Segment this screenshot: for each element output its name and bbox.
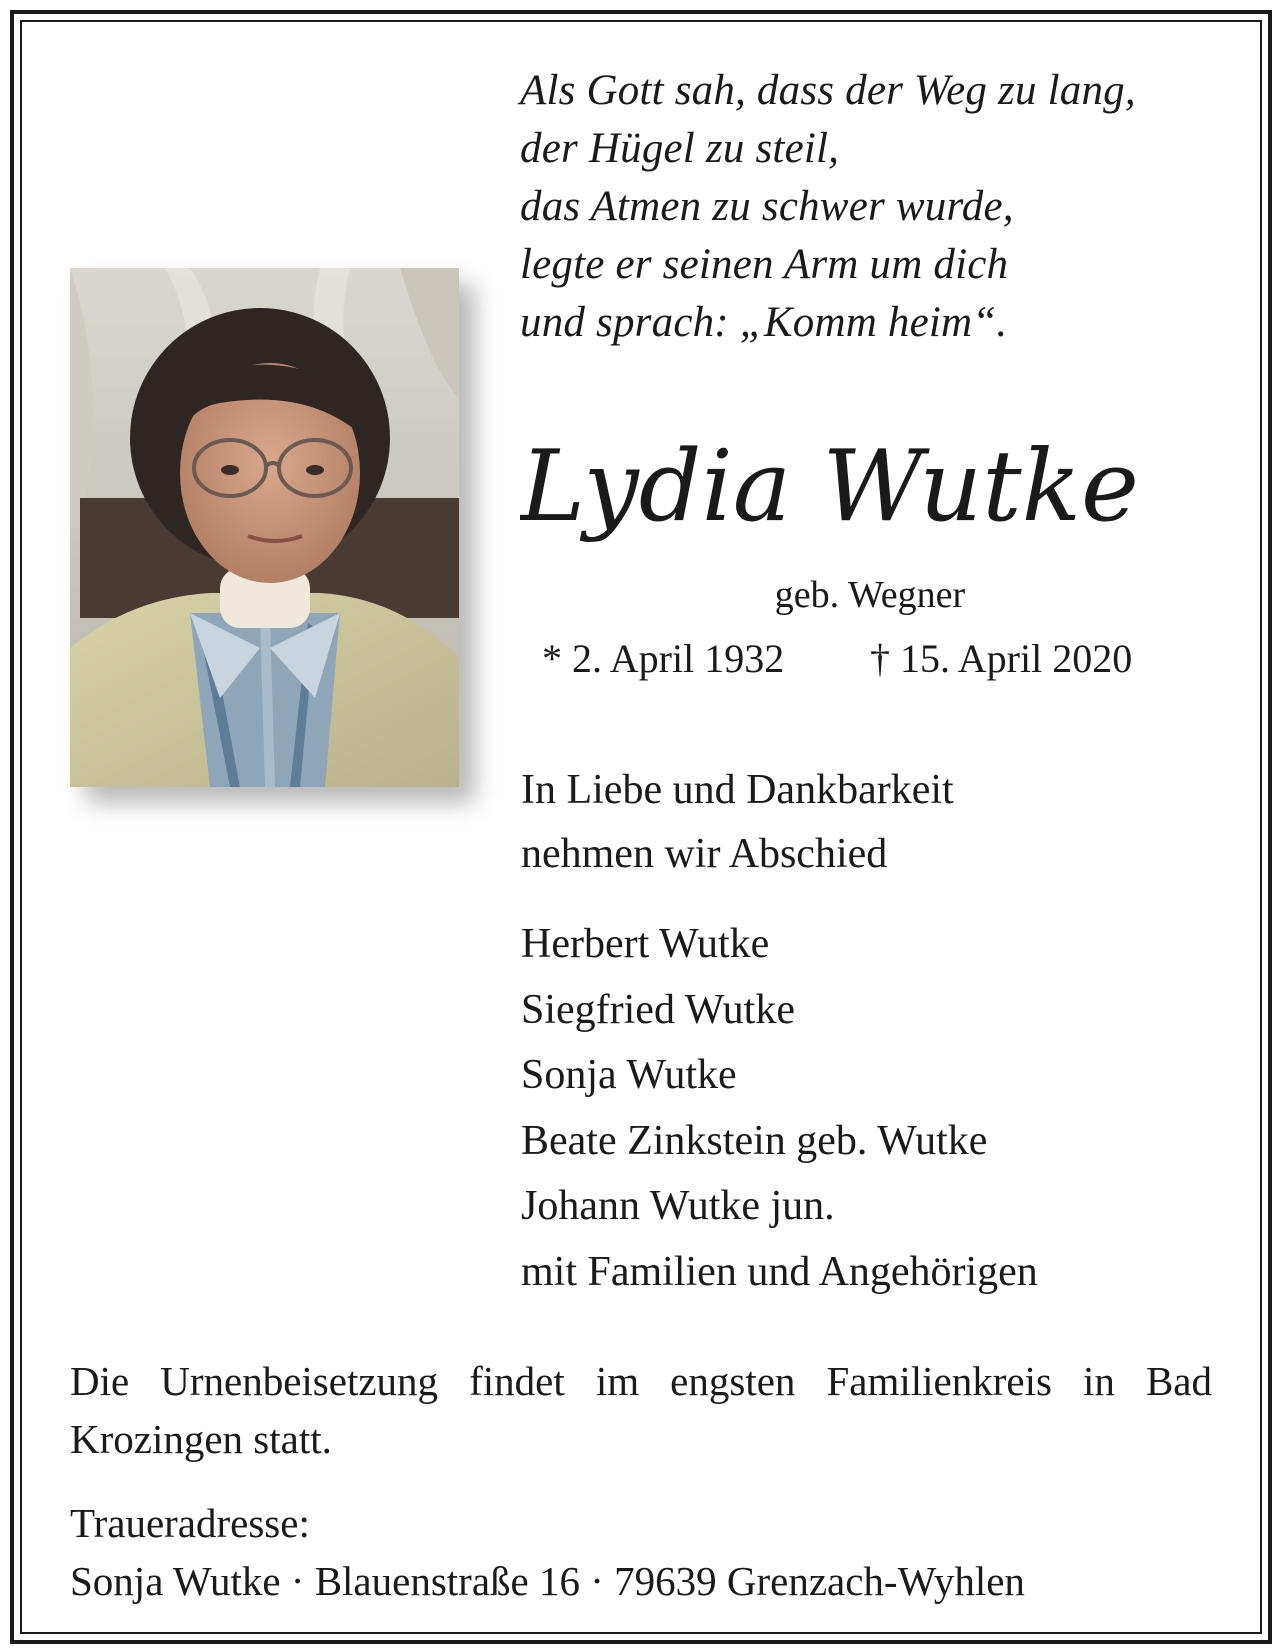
mourner: mit Familien und Angehörigen	[521, 1248, 1038, 1295]
birth-date: * 2. April 1932	[542, 636, 785, 681]
poem-line: legte er seinen Arm um dich	[520, 241, 1009, 288]
mourner: Beate Zinkstein geb. Wutke	[521, 1117, 988, 1164]
poem	[520, 62, 1220, 352]
portrait-photo	[70, 268, 459, 787]
mourning-address: Sonja Wutke · Blauenstraße 16 · 79639 Grenzach-Wyhlen	[70, 1558, 1025, 1604]
death-date: † 15. April 2020	[870, 636, 1133, 681]
address-label: Traueradresse:	[70, 1500, 310, 1546]
poem-line: das Atmen zu schwer wurde,	[520, 183, 1014, 230]
poem-line: und sprach: „Komm heim“.	[520, 299, 1008, 346]
farewell-line: In Liebe und Dankbarkeit	[521, 767, 954, 813]
deceased-name-text: Lydia Wutke	[520, 430, 1140, 544]
poem-line: der Hügel zu steil,	[520, 125, 840, 172]
mourner: Johann Wutke jun.	[521, 1183, 835, 1229]
burial-note: Die Urnenbeisetzung findet im engsten Familienkreis in Bad Krozingen statt.	[70, 1358, 1212, 1462]
mourner: Sonja Wutke	[521, 1052, 737, 1098]
poem-line: Als Gott sah, dass der Weg zu lang,	[520, 67, 1136, 114]
mourner: Herbert Wutke	[521, 921, 770, 967]
farewell-text	[521, 758, 1221, 886]
farewell-line: nehmen wir Abschied	[521, 831, 888, 877]
mourner: Siegfried Wutke	[521, 986, 795, 1033]
maiden-name: geb. Wegner	[774, 574, 966, 616]
deceased-name	[520, 420, 1240, 560]
mourners-list	[521, 912, 1221, 1305]
